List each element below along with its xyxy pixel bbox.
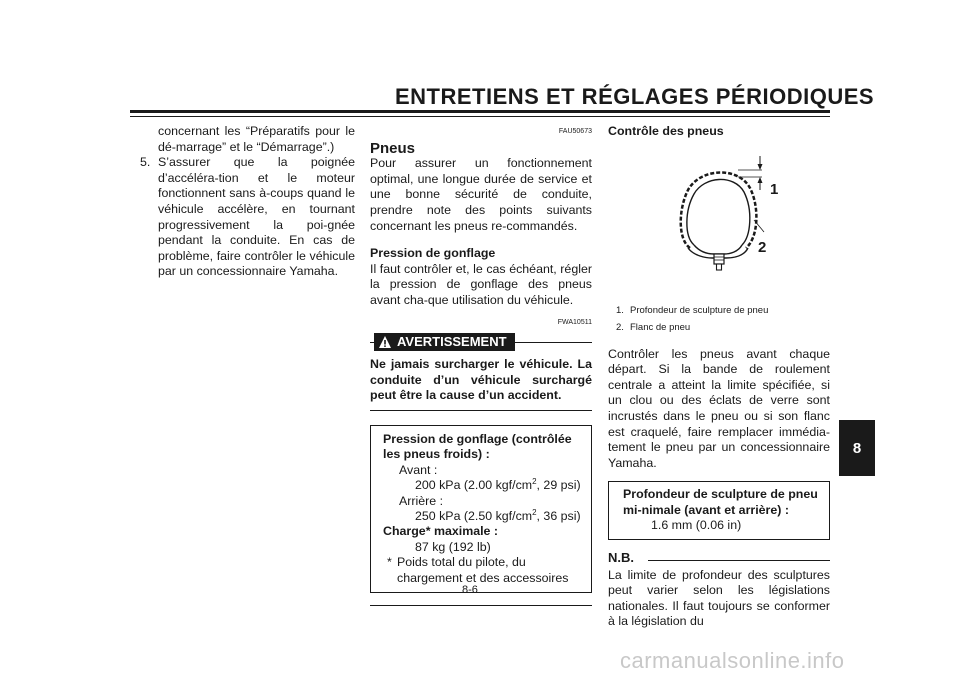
spec-heading: Pression de gonflage (contrôlée les pneus froids) : (383, 431, 572, 462)
figure-label-2: 2 (758, 238, 767, 256)
warning-end-rule (370, 410, 592, 411)
warning-text: Ne jamais surcharger le véhicule. La conduite d’un véhicule surchargé peut être la cause d’un accident. (370, 357, 592, 403)
tread-spec-value: 1.6 mm (0.06 in) (651, 518, 742, 533)
warning-triangle-icon (378, 335, 392, 349)
spec-rear-value: 250 kPa (2.50 kgf/$cm^2$, 36 psi) (415, 507, 581, 523)
list-item (130, 155, 355, 280)
subsection-text: Il faut contrôler et, le cas échéant, régler la pression de gonflage des pneus avant cha-que utilisation du véhicule. (370, 261, 592, 307)
figure-captions (608, 304, 830, 335)
spec-note: * Poids total du pilote, du chargement et des accessoires (387, 555, 569, 585)
warning-code: FWA10511 (557, 318, 592, 326)
warning-header (370, 333, 592, 351)
spec-load-label: Charge* maximale : (383, 524, 499, 539)
header-rule-thin (130, 116, 830, 117)
spec-load-value: 87 kg (192 lb) (415, 539, 491, 554)
subsection-title: Pression de gonflage (370, 246, 496, 261)
column-left (130, 124, 355, 280)
spec-rear-label: Arrière : (399, 493, 444, 508)
tire-cross-section-figure (608, 144, 830, 274)
note-label: N.B. (608, 549, 634, 565)
pressure-spec-box (370, 425, 592, 593)
step-number: 5. (140, 155, 151, 170)
tread-depth-spec-box (608, 481, 830, 539)
page-title: ENTRETIENS ET RÉGLAGES PÉRIODIQUES (395, 84, 875, 109)
note-rule (648, 560, 830, 561)
watermark: carmanualsonline.info (620, 648, 845, 673)
caption-item: 2. Flanc de pneu (616, 321, 691, 333)
inspection-heading: Contrôle des pneus (608, 124, 724, 138)
warning-label: AVERTISSEMENT (397, 334, 507, 350)
page-number: 8-6 (462, 584, 478, 596)
intro-continuation: concernant les “Préparatifs pour le dé-marrage” et le “Démarrage”.) (158, 124, 355, 154)
tread-spec-heading: Profondeur de sculpture de pneu mi-nimale (avant et arrière) : (623, 487, 818, 517)
inspection-text: Contrôler les pneus avant chaque départ. Si la bande de roulement centrale a atteint la limite spécifiée, si un clou ou des éclats de verre sont incrustés dans le pneu ou si son flanc est craquelé, faire remplacer immédia-tement le pneu par un concessionnaire Yamaha. (608, 346, 830, 470)
caption-item: 1. Profondeur de sculpture de pneu (616, 304, 769, 316)
header-rule (130, 110, 830, 113)
note-header (608, 550, 830, 566)
step-text: S’assurer que la poignée d’accéléra-tion et le moteur fonctionnent sans à-coups quand le véhicule accélère, en tournant progressivement la poi-gnée pendant la conduite. En cas de problème, faire contrôler le véhicule par un concessionnaire Yamaha. (158, 155, 355, 279)
chapter-tab: 8 (839, 420, 875, 476)
figure-label-1: 1 (770, 180, 779, 198)
spec-front-value: 200 kPa (2.00 kgf/$cm^2$, 29 psi) (415, 477, 581, 493)
column-middle (370, 124, 592, 606)
spec-front-label: Avant : (399, 462, 438, 477)
section-intro: Pour assurer un fonctionnement optimal, une longue durée de service et une bonne sécurité de conduite, prendre note des points suivants concernant les pneus re-commandés. (370, 156, 592, 233)
section-title: Pneus (370, 139, 416, 157)
spec-end-rule (370, 605, 592, 606)
warning-badge (374, 333, 515, 351)
note-text: La limite de profondeur des sculptures peut varier selon les législations nationales. Il faut toujours se conformer à la législation du (608, 567, 830, 629)
column-right (608, 124, 830, 630)
section-code: FAU50673 (558, 128, 592, 135)
